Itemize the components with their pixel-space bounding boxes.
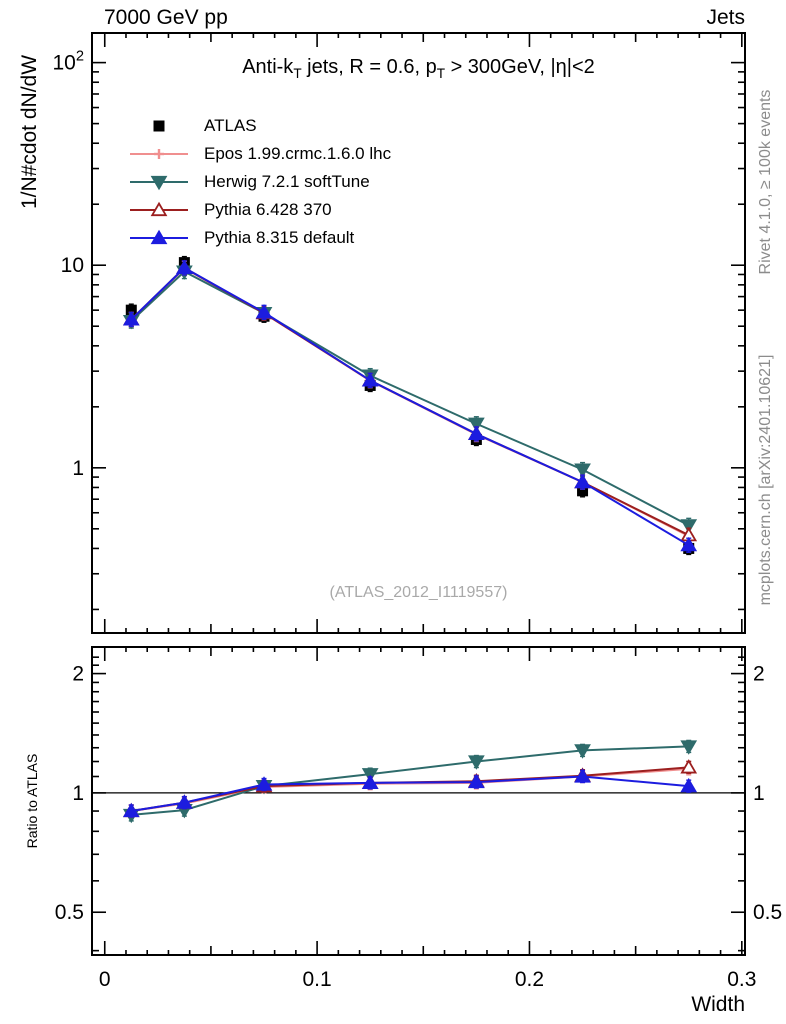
main-curve [131,272,688,526]
main-y-tick-label: 1 [72,456,84,480]
x-axis-label: Width [691,993,745,1016]
ratio-y-tick-label-right: 1 [753,781,765,805]
series-epos-1-99-crmc-1-6-0-lhc [126,261,693,817]
ratio-y-axis-label: Ratio to ATLAS [24,753,40,849]
main-y-tick-label: $10^2$ [52,48,84,75]
legend-label: ATLAS [204,116,257,135]
series-pythia-6-428-370 [124,261,695,817]
mcplots-arxiv-note: mcplots.cern.ch [arXiv:2401.10621] [757,354,774,606]
ratio-y-tick-label: 2 [72,662,84,686]
x-tick-label: 0 [98,968,111,991]
series-pythia-8-315-default [124,261,695,817]
ratio-curve [131,767,688,811]
analysis-id-watermark: (ATLAS_2012_I1119557) [329,584,508,601]
legend-label: Herwig 7.2.1 softTune [204,172,370,191]
ratio-y-tick-label: 1 [72,781,84,805]
main-y-tick-label: 10 [60,254,84,278]
data-point-triangle-up [682,761,696,773]
plot-cut-title: Anti-$k_T$ jets, R = 0.6, $p_T > 300GeV$, |η|<2 [242,56,595,81]
main-curve [131,268,688,545]
ratio-y-tick-label: 0.5 [54,901,84,925]
ratio-curve [131,746,688,814]
legend-label: Pythia 8.315 default [204,228,355,247]
rivet-version-note: Rivet 4.1.0, ≥ 100k events [757,89,774,275]
data-point-triangle-up [470,427,484,439]
x-tick-label: 0.1 [302,968,332,991]
series-atlas [126,257,694,555]
main-panel-frame [92,33,745,633]
x-tick-label: 0.3 [727,968,757,991]
header-analysis-group: Jets [706,6,745,29]
ratio-y-tick-label-right: 2 [753,662,765,686]
ratio-y-tick-label-right: 0.5 [753,901,783,925]
x-tick-label: 0.2 [514,968,545,991]
header-beam-energy: 7000 GeV pp [104,6,228,29]
ratio-curve [131,769,688,811]
main-y-axis-label: 1/N#cdot dN/dW [18,54,41,210]
legend-label: Pythia 6.428 370 [204,200,332,219]
ratio-curve [131,776,688,811]
series-herwig-7-2-1-softtune [124,265,695,822]
legend-label: Epos 1.99.crmc.1.6.0 lhc [204,144,392,163]
